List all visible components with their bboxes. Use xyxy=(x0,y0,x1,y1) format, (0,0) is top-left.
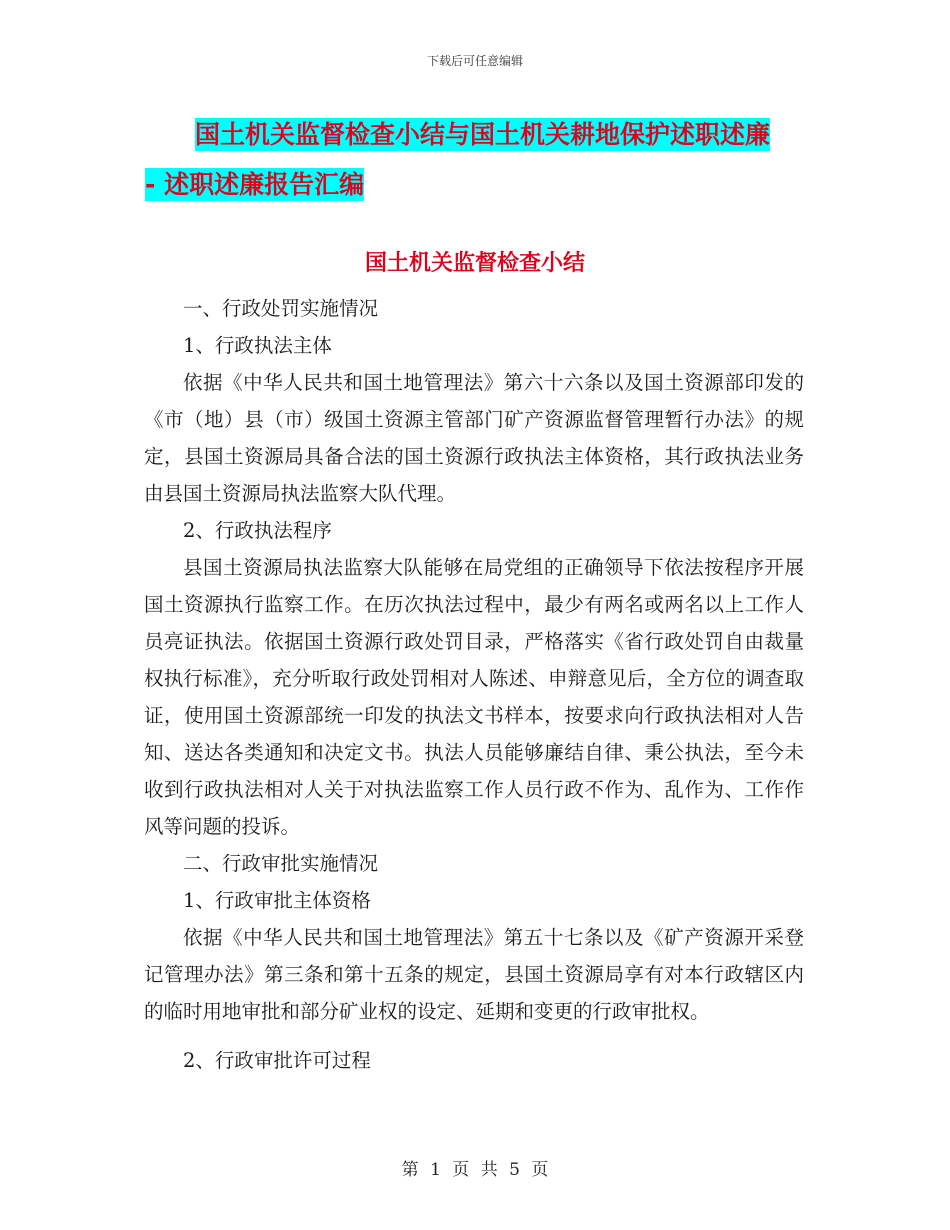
paragraph-approval-qualification: 依据《中华人民共和国土地管理法》第五十七条以及《矿产资源开采登记管理办法》第三条和第十五条的规定，县国土资源局享有对本行政辖区内的临时用地审批和部分矿业权的设定、延期和变更的行政审批权。 xyxy=(144,926,804,1023)
section-title: 国土机关监督检查小结 xyxy=(364,251,585,276)
subheading-enforcement-procedure: 2、行政执法程序 xyxy=(183,519,332,542)
heading-administrative-penalty: 一、行政处罚实施情况 xyxy=(183,297,379,320)
body-text xyxy=(144,290,804,1079)
document-title-line-1 xyxy=(145,110,825,160)
document-title-line-1-text: 国土机关监督检查小结与国土机关耕地保护述职述廉 xyxy=(195,120,771,149)
subheading-approval-qualification: 1、行政审批主体资格 xyxy=(183,889,371,912)
document-title xyxy=(145,110,825,210)
paragraph-enforcement-subject: 依据《中华人民共和国土地管理法》第六十六条以及国土资源部印发的《市（地）县（市）级国土资源主管部门矿产资源监督管理暂行办法》的规定，县国土资源局具备合法的国土资源行政执法主体资格，其行政执法业务由县国土资源局执法监察大队代理。 xyxy=(144,371,804,505)
header-note: 下载后可任意编辑 xyxy=(426,54,523,68)
page-footer: 第 1 页 共 5 页 xyxy=(401,1160,549,1180)
document-title-line-2 xyxy=(145,160,825,210)
paragraph-enforcement-procedure: 县国土资源局执法监察大队能够在局党组的正确领导下依法按程序开展国土资源执行监察工作。在历次执法过程中，最少有两名或两名以上工作人员亮证执法。依据国土资源行政处罚目录，严格落实《省行政处罚自由裁量权执行标准》，充分听取行政处罚相对人陈述、申辩意见后，全方位的调查取证，使用国土资源部统一印发的执法文书样本，按要求向行政执法相对人告知、送达各类通知和决定文书。执法人员能够廉结自律、秉公执法，至今未收到行政执法相对人关于对执法监察工作人员行政不作为、乱作为、工作作风等问题的投诉。 xyxy=(144,556,804,838)
subheading-enforcement-subject: 1、行政执法主体 xyxy=(183,334,332,357)
subheading-approval-process: 2、行政审批许可过程 xyxy=(183,1049,371,1072)
heading-administrative-approval: 二、行政审批实施情况 xyxy=(183,852,379,875)
document-title-line-2-text: - 述职述廉报告汇编 xyxy=(145,170,365,199)
